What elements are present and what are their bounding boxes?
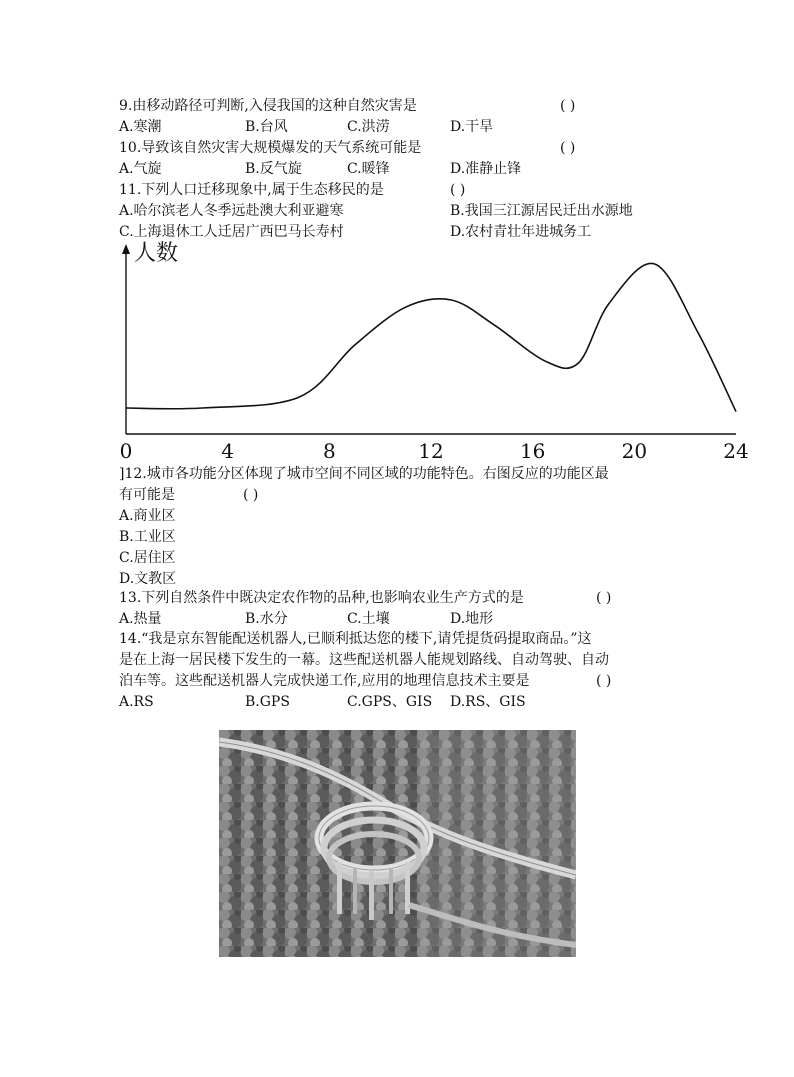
q12-stem-line1: ]12.城市各功能分区体现了城市空间不同区域的功能特色。右图反应的功能区最 (119, 466, 609, 482)
q9-option-d: D.干旱 (450, 119, 494, 135)
x-tick-label: 4 (221, 439, 235, 463)
q12-option-a: A.商业区 (119, 508, 176, 524)
q12-answer-paren: ( ) (243, 487, 259, 503)
q13-option-c: C.土壤 (347, 611, 390, 627)
q14-answer-paren: ( ) (596, 673, 612, 689)
x-tick-label: 8 (322, 439, 336, 463)
q10-option-a: A.气旋 (119, 161, 162, 177)
q13-option-a: A.热量 (119, 611, 162, 627)
q14-line2: 是在上海一居民楼下发生的一幕。这些配送机器人能规划路线、自动驾驶、自动 (119, 652, 609, 668)
q13-option-b: B.水分 (245, 611, 288, 627)
q10-option-d: D.准静止锋 (450, 161, 522, 177)
q14-option-a: A.RS (119, 694, 154, 710)
q9-option-b: B.台风 (245, 119, 288, 135)
q11-option-b: B.我国三江源居民迁出水源地 (450, 203, 633, 219)
spiral-bridge-illustration (219, 730, 576, 957)
y-axis-label: 人数 (134, 241, 179, 266)
x-tick-label: 16 (519, 439, 546, 463)
x-tick-label: 20 (621, 439, 648, 463)
q11-answer-paren: ( ) (450, 182, 466, 198)
q14-option-c: C.GPS、GIS (347, 694, 433, 710)
x-tick-label: 0 (119, 439, 133, 463)
x-tick-label: 24 (723, 439, 749, 463)
population-time-chart (110, 238, 760, 466)
chart-axes (122, 244, 736, 434)
x-tick-labels (120, 439, 749, 463)
spiral-bridge-photo (219, 730, 576, 957)
q13-answer-paren: ( ) (596, 590, 612, 606)
x-tick-label: 12 (418, 439, 444, 463)
q14-option-b: B.GPS (245, 694, 290, 710)
y-axis-arrow (122, 244, 130, 254)
q12-option-d: D.文教区 (119, 571, 177, 587)
q13-option-d: D.地形 (450, 611, 494, 627)
q10-answer-paren: ( ) (560, 140, 576, 156)
q10-stem: 10.导致该自然灾害大规模爆发的天气系统可能是 (119, 140, 422, 156)
q9-option-c: C.洪涝 (347, 119, 390, 135)
q11-stem: 11.下列人口迁移现象中,属于生态移民的是 (119, 182, 384, 198)
q12-option-c: C.居住区 (119, 550, 176, 566)
q14-option-d: D.RS、GIS (450, 694, 526, 710)
q13-stem: 13.下列自然条件中既决定农作物的品种,也影响农业生产方式的是 (119, 590, 524, 606)
q9-answer-paren: ( ) (560, 98, 576, 114)
q11-option-a: A.哈尔滨老人冬季远赴澳大利亚避寒 (119, 203, 344, 219)
q9-stem: 9.由移动路径可判断,入侵我国的这种自然灾害是 (119, 98, 417, 114)
q9-option-a: A.寒潮 (119, 119, 162, 135)
q10-option-b: B.反气旋 (245, 161, 302, 177)
chart-series (126, 263, 736, 411)
q11-option-c: C.上海退休工人迁居广西巴马长寿村 (119, 224, 344, 240)
q14-line1: 14.“我是京东智能配送机器人,已顺利抵达您的楼下,请凭提货码提取商品。”这 (119, 631, 592, 647)
q11-option-d: D.农村青壮年进城务工 (450, 224, 592, 240)
q10-option-c: C.暖锋 (347, 161, 390, 177)
population-curve (126, 263, 736, 411)
q12-stem-line2: 有可能是 (119, 487, 175, 503)
q14-line3: 泊车等。这些配送机器人完成快递工作,应用的地理信息技术主要是 (119, 673, 530, 689)
q12-option-b: B.工业区 (119, 529, 176, 545)
